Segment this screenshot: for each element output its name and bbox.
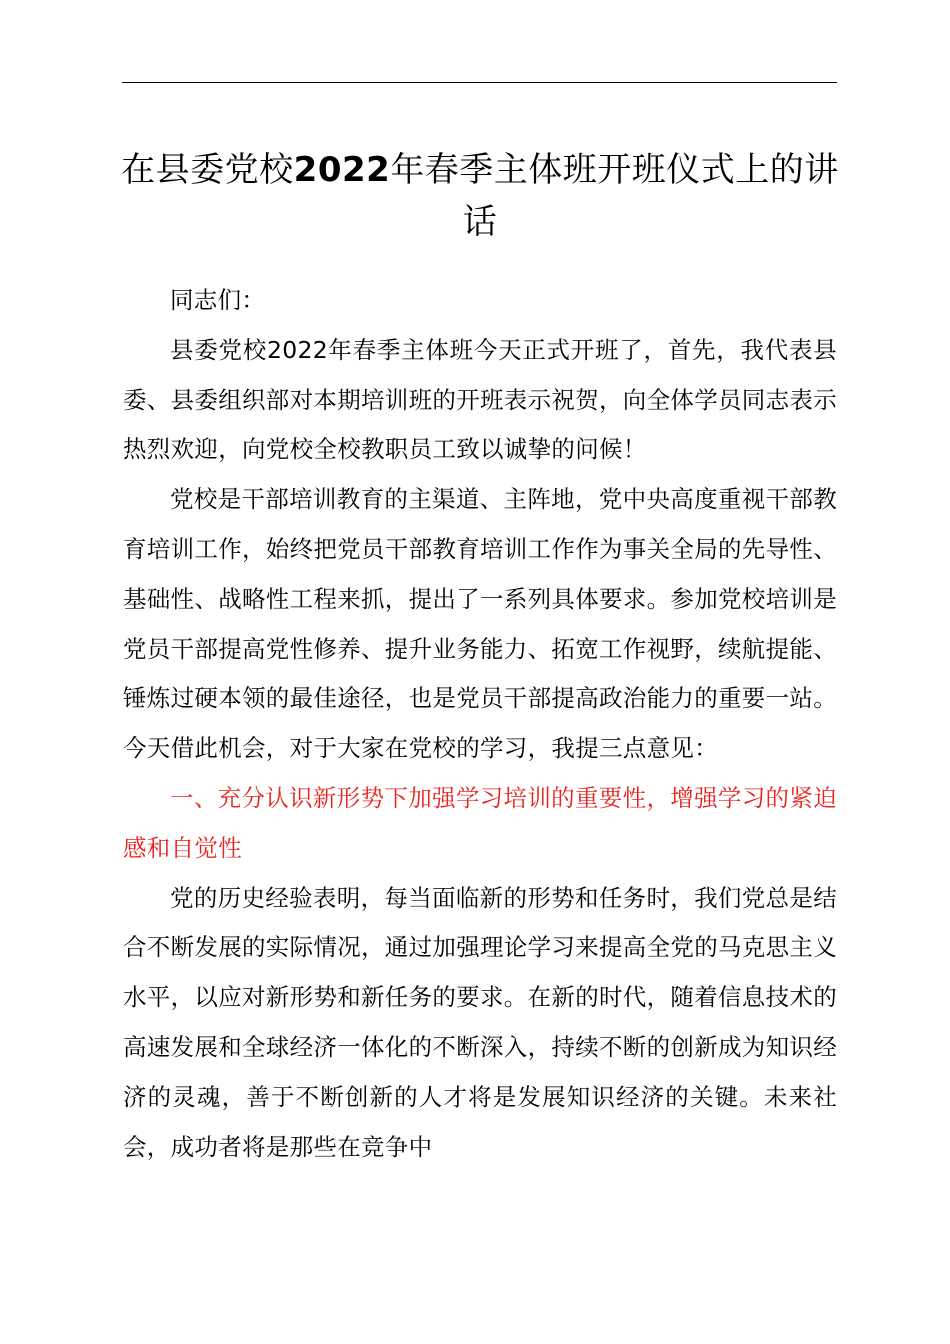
section-heading-1: 一、充分认识新形势下加强学习培训的重要性，增强学习的紧迫感和自觉性 xyxy=(123,783,837,862)
paragraph-opening: 县委党校2022年春季主体班今天正式开班了，首先，我代表县委、县委组织部对本期培训班的开班表示祝贺，向全体学员同志表示热烈欢迎，向党校全校教职员工致以诚挚的问候！ xyxy=(123,335,837,464)
header-rule xyxy=(122,82,837,83)
document-title xyxy=(110,144,850,248)
title-part-1: 在县委党校 xyxy=(121,150,294,190)
title-year: 2022 xyxy=(293,150,391,190)
document-body xyxy=(123,276,837,1172)
paragraph-party-school: 党校是干部培训教育的主渠道、主阵地，党中央高度重视干部教育培训工作，始终把党员干部教育培训工作作为事关全局的先导性、基础性、战略性工程来抓，提出了一系列具体要求。参加党校培训是党员干部提高党性修养、提升业务能力、拓宽工作视野，续航提能、锤炼过硬本领的最佳途径，也是党员干部提高政治能力的重要一站。今天借此机会，对于大家在党校的学习，我提三点意见： xyxy=(123,485,837,763)
paragraph-history: 党的历史经验表明，每当面临新的形势和任务时，我们党总是结合不断发展的实际情况，通过加强理论学习来提高全党的马克思主义水平，以应对新形势和新任务的要求。在新的时代，随着信息技术的高速发展和全球经济一体化的不断深入，持续不断的创新成为知识经济的灵魂，善于不断创新的人才将是发展知识经济的关键。未来社会，成功者将是那些在竞争中 xyxy=(123,883,837,1161)
salutation: 同志们： xyxy=(170,286,266,314)
title-part-2: 年春季主体班开班仪式上的讲话 xyxy=(390,150,839,242)
